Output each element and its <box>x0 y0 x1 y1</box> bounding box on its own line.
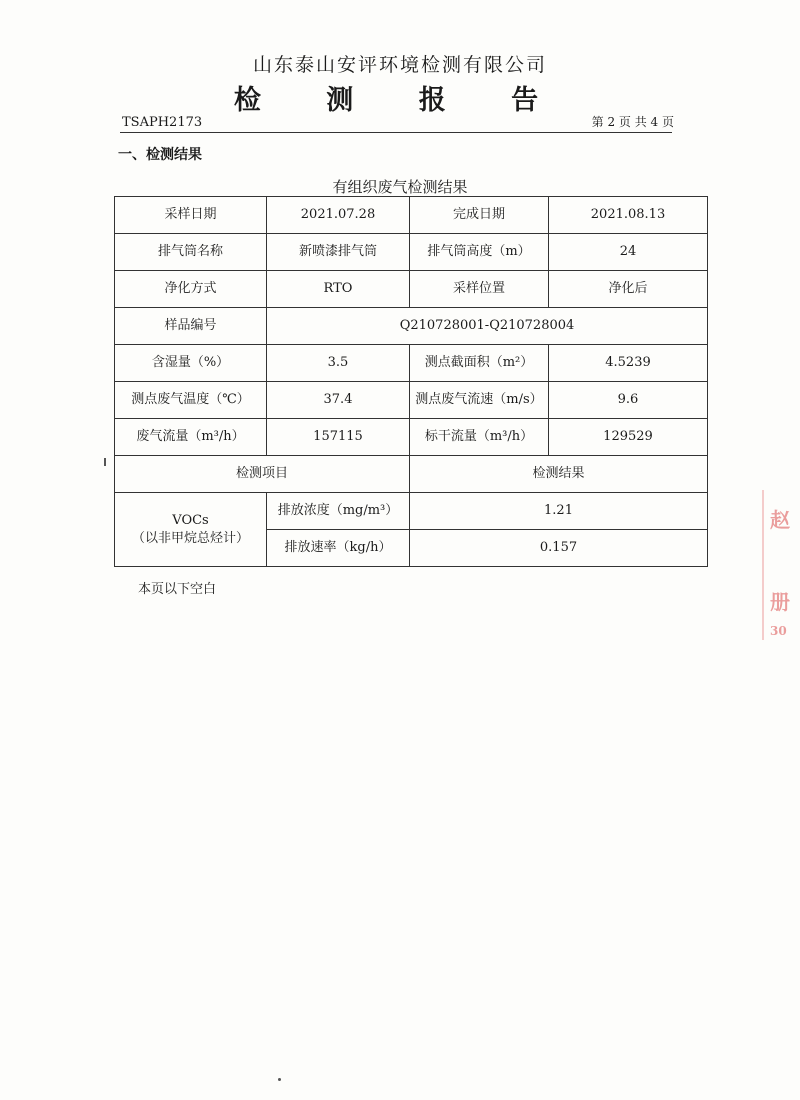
stack-height-value: 24 <box>549 234 708 271</box>
report-title: 检 测 报 告 <box>233 85 567 116</box>
sample-no-label: 样品编号 <box>115 308 267 345</box>
rate-label: 排放速率（kg/h） <box>267 530 410 567</box>
rate-value: 0.157 <box>410 530 708 567</box>
gas-temp-value: 37.4 <box>267 382 410 419</box>
stack-height-label: 排气筒高度（m） <box>410 234 549 271</box>
company-name: 山东泰山安评环境检测有限公司 <box>252 54 547 76</box>
completion-date-label: 完成日期 <box>410 197 549 234</box>
table-row <box>115 419 708 456</box>
section-area-label: 测点截面积（m²） <box>410 345 549 382</box>
gas-velocity-value: 9.6 <box>549 382 708 419</box>
dry-flow-label: 标干流量（m³/h） <box>410 419 549 456</box>
table-title: 有组织废气检测结果 <box>332 178 468 196</box>
table-row <box>115 234 708 271</box>
seal-stamp-fragment <box>762 490 800 640</box>
table-row <box>115 197 708 234</box>
report-number: TSAPH2173 <box>122 115 203 130</box>
dry-flow-value: 129529 <box>549 419 708 456</box>
header-rule <box>120 132 672 133</box>
voc-name: VOCs <box>172 512 209 528</box>
gas-temp-label: 测点废气温度（℃） <box>115 382 267 419</box>
sampling-location-value: 净化后 <box>549 271 708 308</box>
page-info: 第 2 页 共 4 页 <box>591 115 674 129</box>
sampling-date-label: 采样日期 <box>115 197 267 234</box>
result-header: 检测结果 <box>410 456 708 493</box>
stack-name-label: 排气筒名称 <box>115 234 267 271</box>
table-row <box>115 456 708 493</box>
results-table <box>114 196 708 567</box>
voc-note: （以非甲烷总烃计） <box>131 530 249 546</box>
section-area-value: 4.5239 <box>549 345 708 382</box>
voc-item <box>115 493 267 567</box>
stamp-char-1: 赵 <box>770 508 790 532</box>
moisture-label: 含湿量（%） <box>115 345 267 382</box>
stamp-char-3: 30 <box>770 624 787 638</box>
scan-speck <box>278 1078 281 1081</box>
concentration-value: 1.21 <box>410 493 708 530</box>
scan-speck <box>104 458 106 466</box>
item-header: 检测项目 <box>115 456 410 493</box>
blank-page-note: 本页以下空白 <box>138 582 217 597</box>
table-row <box>115 493 708 530</box>
completion-date-value: 2021.08.13 <box>549 197 708 234</box>
table-row <box>115 345 708 382</box>
sample-no-value: Q210728001-Q210728004 <box>267 308 708 345</box>
concentration-label: 排放浓度（mg/m³） <box>267 493 410 530</box>
moisture-value: 3.5 <box>267 345 410 382</box>
gas-flow-value: 157115 <box>267 419 410 456</box>
purification-value: RTO <box>267 271 410 308</box>
section-heading: 一、检测结果 <box>118 147 202 163</box>
gas-velocity-label: 测点废气流速（m/s） <box>410 382 549 419</box>
table-row <box>115 308 708 345</box>
sampling-date-value: 2021.07.28 <box>267 197 410 234</box>
sampling-location-label: 采样位置 <box>410 271 549 308</box>
gas-flow-label: 废气流量（m³/h） <box>115 419 267 456</box>
table-row <box>115 382 708 419</box>
purification-label: 净化方式 <box>115 271 267 308</box>
stack-name-value: 新喷漆排气筒 <box>267 234 410 271</box>
stamp-char-2: 册 <box>770 590 790 614</box>
table-row <box>115 271 708 308</box>
